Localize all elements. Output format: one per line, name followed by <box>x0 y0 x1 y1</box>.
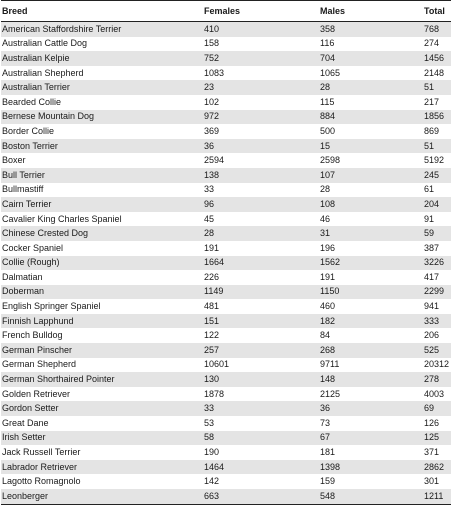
table-row <box>1 401 451 416</box>
females-cell: 410 <box>203 22 319 37</box>
table-body <box>1 22 451 505</box>
breed-cell: Finnish Lapphund <box>1 314 203 329</box>
table-row <box>1 153 451 168</box>
breed-cell: Australian Kelpie <box>1 51 203 66</box>
breed-table <box>1 0 451 505</box>
breed-cell: Irish Setter <box>1 431 203 446</box>
total-cell: 1456 <box>423 51 451 66</box>
breed-cell: Lagotto Romagnolo <box>1 474 203 489</box>
females-cell: 28 <box>203 226 319 241</box>
table-row <box>1 256 451 271</box>
table-row <box>1 387 451 402</box>
header-total: Total <box>423 1 451 22</box>
males-cell: 181 <box>319 445 423 460</box>
breed-cell: Bearded Collie <box>1 95 203 110</box>
males-cell: 1150 <box>319 285 423 300</box>
females-cell: 1664 <box>203 256 319 271</box>
breed-cell: Chinese Crested Dog <box>1 226 203 241</box>
breed-cell: German Shorthaired Pointer <box>1 372 203 387</box>
males-cell: 107 <box>319 168 423 183</box>
females-cell: 33 <box>203 183 319 198</box>
table-row <box>1 460 451 475</box>
table-row <box>1 168 451 183</box>
breed-cell: English Springer Spaniel <box>1 299 203 314</box>
table-row <box>1 139 451 154</box>
breed-cell: Cavalier King Charles Spaniel <box>1 212 203 227</box>
total-cell: 525 <box>423 343 451 358</box>
table-row <box>1 226 451 241</box>
table-row <box>1 299 451 314</box>
females-cell: 58 <box>203 431 319 446</box>
males-cell: 548 <box>319 489 423 504</box>
males-cell: 884 <box>319 110 423 125</box>
total-cell: 417 <box>423 270 451 285</box>
breed-cell: French Bulldog <box>1 328 203 343</box>
table-row <box>1 358 451 373</box>
males-cell: 182 <box>319 314 423 329</box>
females-cell: 190 <box>203 445 319 460</box>
males-cell: 358 <box>319 22 423 37</box>
total-cell: 59 <box>423 226 451 241</box>
table-row <box>1 474 451 489</box>
total-cell: 69 <box>423 401 451 416</box>
males-cell: 15 <box>319 139 423 154</box>
males-cell: 28 <box>319 80 423 95</box>
males-cell: 46 <box>319 212 423 227</box>
total-cell: 51 <box>423 80 451 95</box>
total-cell: 2862 <box>423 460 451 475</box>
total-cell: 333 <box>423 314 451 329</box>
total-cell: 20312 <box>423 358 451 373</box>
females-cell: 33 <box>203 401 319 416</box>
males-cell: 1562 <box>319 256 423 271</box>
males-cell: 73 <box>319 416 423 431</box>
females-cell: 138 <box>203 168 319 183</box>
males-cell: 704 <box>319 51 423 66</box>
total-cell: 245 <box>423 168 451 183</box>
total-cell: 2148 <box>423 66 451 81</box>
breed-cell: Collie (Rough) <box>1 256 203 271</box>
breed-cell: Bullmastiff <box>1 183 203 198</box>
males-cell: 28 <box>319 183 423 198</box>
males-cell: 84 <box>319 328 423 343</box>
total-cell: 125 <box>423 431 451 446</box>
females-cell: 151 <box>203 314 319 329</box>
table-row <box>1 328 451 343</box>
table-row <box>1 110 451 125</box>
table-row <box>1 416 451 431</box>
total-cell: 217 <box>423 95 451 110</box>
males-cell: 9711 <box>319 358 423 373</box>
females-cell: 1149 <box>203 285 319 300</box>
females-cell: 142 <box>203 474 319 489</box>
total-cell: 869 <box>423 124 451 139</box>
females-cell: 1878 <box>203 387 319 402</box>
table-row <box>1 241 451 256</box>
table-row <box>1 431 451 446</box>
males-cell: 148 <box>319 372 423 387</box>
total-cell: 1211 <box>423 489 451 504</box>
breed-cell: German Shepherd <box>1 358 203 373</box>
table-row <box>1 80 451 95</box>
table-row <box>1 489 451 504</box>
breed-cell: Dalmatian <box>1 270 203 285</box>
table-row <box>1 183 451 198</box>
table-row <box>1 445 451 460</box>
total-cell: 91 <box>423 212 451 227</box>
females-cell: 102 <box>203 95 319 110</box>
table-header-row <box>1 1 451 22</box>
table-row <box>1 197 451 212</box>
males-cell: 268 <box>319 343 423 358</box>
total-cell: 941 <box>423 299 451 314</box>
breed-cell: Australian Terrier <box>1 80 203 95</box>
header-females: Females <box>203 1 319 22</box>
table-row <box>1 124 451 139</box>
males-cell: 116 <box>319 37 423 52</box>
breed-cell: Leonberger <box>1 489 203 504</box>
total-cell: 51 <box>423 139 451 154</box>
breed-cell: Border Collie <box>1 124 203 139</box>
total-cell: 126 <box>423 416 451 431</box>
table-row <box>1 51 451 66</box>
breed-cell: Cairn Terrier <box>1 197 203 212</box>
table-row <box>1 212 451 227</box>
total-cell: 1856 <box>423 110 451 125</box>
breed-cell: Bull Terrier <box>1 168 203 183</box>
males-cell: 36 <box>319 401 423 416</box>
females-cell: 45 <box>203 212 319 227</box>
table-row <box>1 66 451 81</box>
males-cell: 1065 <box>319 66 423 81</box>
breed-cell: German Pinscher <box>1 343 203 358</box>
breed-cell: Australian Shepherd <box>1 66 203 81</box>
females-cell: 481 <box>203 299 319 314</box>
table-row <box>1 37 451 52</box>
males-cell: 2598 <box>319 153 423 168</box>
table-row <box>1 343 451 358</box>
females-cell: 972 <box>203 110 319 125</box>
females-cell: 158 <box>203 37 319 52</box>
breed-cell: Labrador Retriever <box>1 460 203 475</box>
males-cell: 2125 <box>319 387 423 402</box>
females-cell: 2594 <box>203 153 319 168</box>
males-cell: 196 <box>319 241 423 256</box>
females-cell: 257 <box>203 343 319 358</box>
total-cell: 278 <box>423 372 451 387</box>
table-row <box>1 22 451 37</box>
males-cell: 500 <box>319 124 423 139</box>
males-cell: 1398 <box>319 460 423 475</box>
males-cell: 67 <box>319 431 423 446</box>
males-cell: 460 <box>319 299 423 314</box>
table-row <box>1 285 451 300</box>
males-cell: 159 <box>319 474 423 489</box>
females-cell: 663 <box>203 489 319 504</box>
males-cell: 31 <box>319 226 423 241</box>
header-breed: Breed <box>1 1 203 22</box>
breed-cell: Boxer <box>1 153 203 168</box>
females-cell: 226 <box>203 270 319 285</box>
table-row <box>1 372 451 387</box>
breed-cell: Bernese Mountain Dog <box>1 110 203 125</box>
total-cell: 274 <box>423 37 451 52</box>
females-cell: 122 <box>203 328 319 343</box>
females-cell: 96 <box>203 197 319 212</box>
females-cell: 191 <box>203 241 319 256</box>
breed-cell: Boston Terrier <box>1 139 203 154</box>
females-cell: 36 <box>203 139 319 154</box>
table-row <box>1 314 451 329</box>
females-cell: 53 <box>203 416 319 431</box>
males-cell: 108 <box>319 197 423 212</box>
total-cell: 204 <box>423 197 451 212</box>
females-cell: 752 <box>203 51 319 66</box>
females-cell: 130 <box>203 372 319 387</box>
breed-cell: Great Dane <box>1 416 203 431</box>
females-cell: 23 <box>203 80 319 95</box>
breed-cell: Cocker Spaniel <box>1 241 203 256</box>
breed-cell: Australian Cattle Dog <box>1 37 203 52</box>
breed-cell: American Staffordshire Terrier <box>1 22 203 37</box>
breed-cell: Jack Russell Terrier <box>1 445 203 460</box>
total-cell: 371 <box>423 445 451 460</box>
header-males: Males <box>319 1 423 22</box>
table-row <box>1 270 451 285</box>
total-cell: 768 <box>423 22 451 37</box>
total-cell: 61 <box>423 183 451 198</box>
total-cell: 206 <box>423 328 451 343</box>
females-cell: 1083 <box>203 66 319 81</box>
breed-cell: Gordon Setter <box>1 401 203 416</box>
table-row <box>1 95 451 110</box>
total-cell: 3226 <box>423 256 451 271</box>
males-cell: 115 <box>319 95 423 110</box>
breed-cell: Doberman <box>1 285 203 300</box>
females-cell: 10601 <box>203 358 319 373</box>
total-cell: 5192 <box>423 153 451 168</box>
males-cell: 191 <box>319 270 423 285</box>
breed-cell: Golden Retriever <box>1 387 203 402</box>
total-cell: 2299 <box>423 285 451 300</box>
females-cell: 1464 <box>203 460 319 475</box>
total-cell: 4003 <box>423 387 451 402</box>
total-cell: 387 <box>423 241 451 256</box>
total-cell: 301 <box>423 474 451 489</box>
females-cell: 369 <box>203 124 319 139</box>
